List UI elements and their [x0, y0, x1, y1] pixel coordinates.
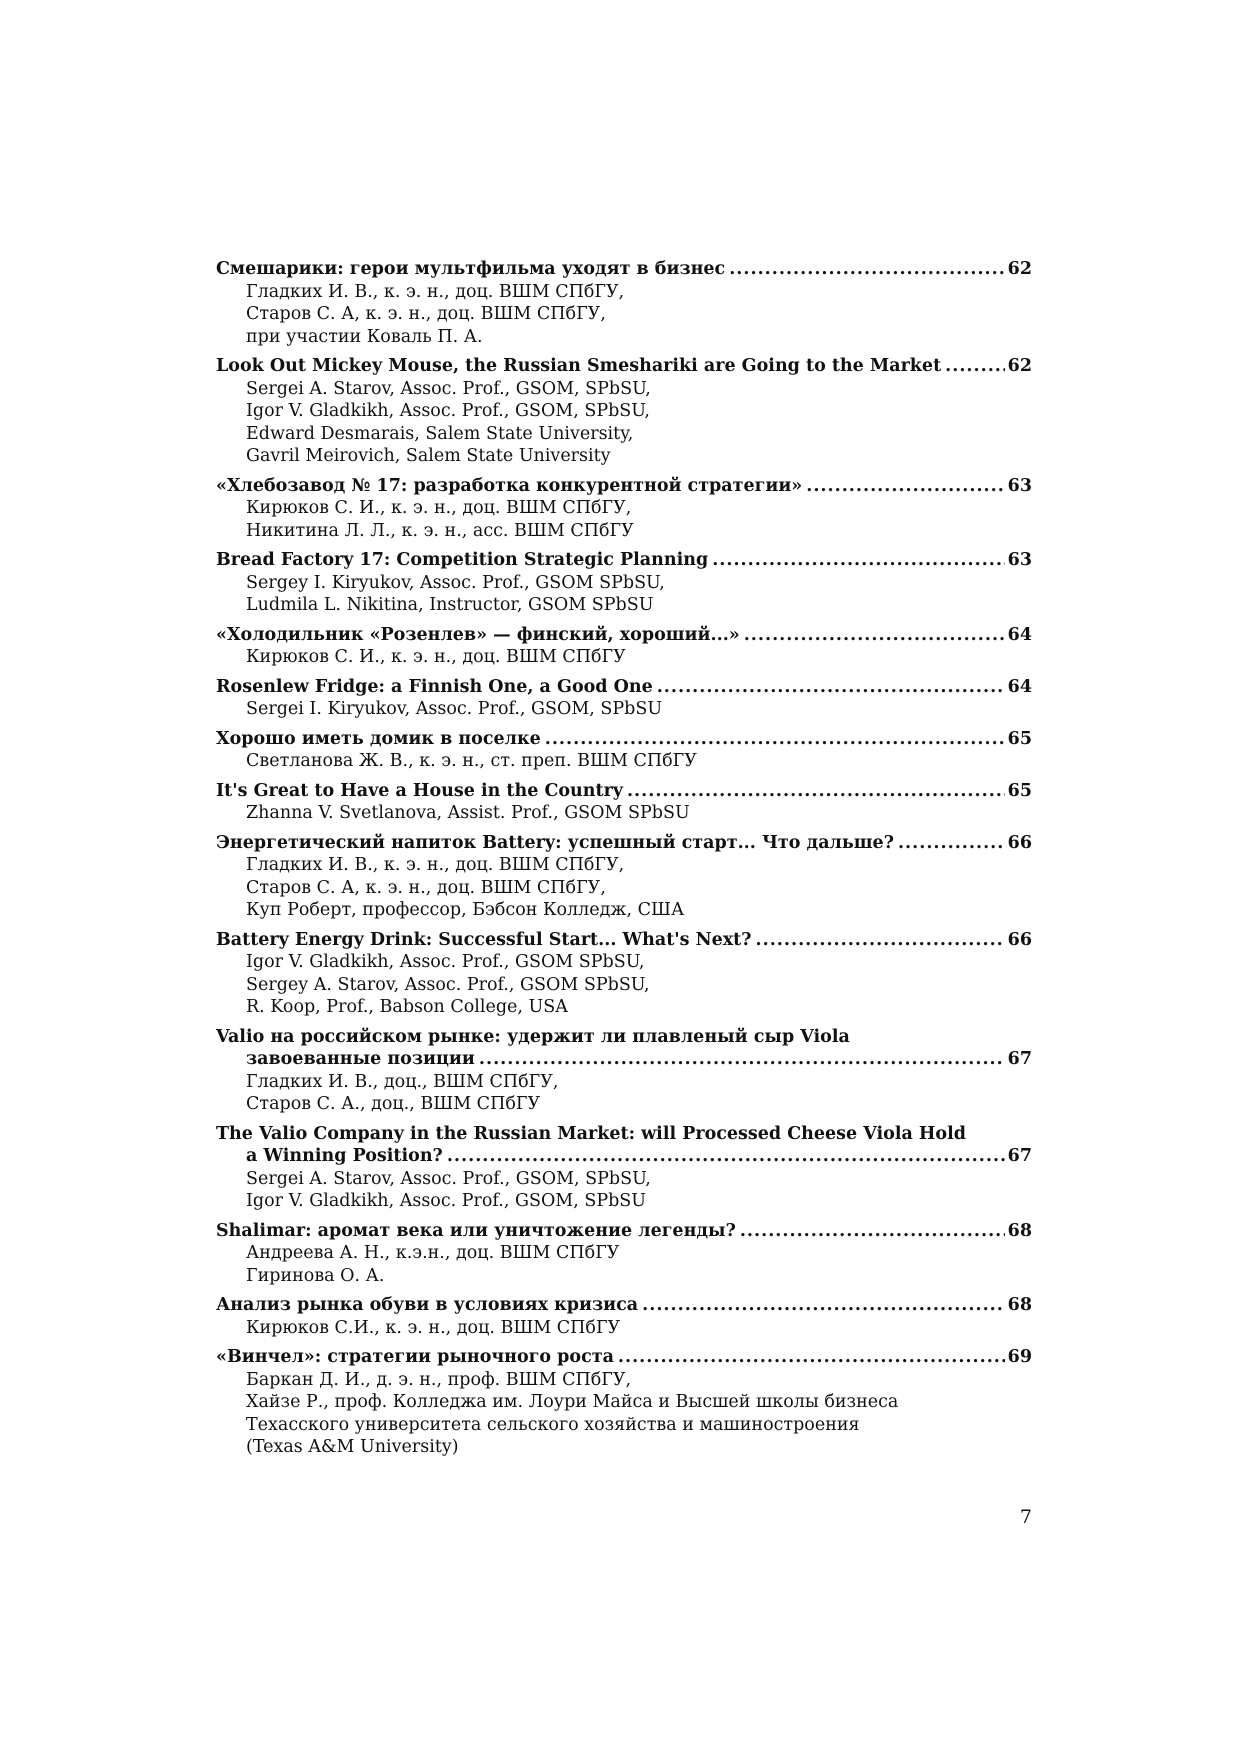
toc-entry: [216, 1123, 1032, 1213]
toc-entry-author: Кирюков С. И., к. э. н., доц. ВШМ СПбГУ,: [246, 498, 632, 518]
toc-entry-author: Edward Desmarais, Salem State University,: [246, 423, 634, 444]
toc-entry-title-row: [216, 780, 1032, 803]
toc-entry-title: It's Great to Have a House in the Country: [216, 780, 623, 801]
dot-leader: [729, 258, 1004, 281]
toc-entry-page: 67: [1007, 1146, 1032, 1166]
toc-entry-page: 67: [1007, 1049, 1032, 1069]
dot-leader: [627, 780, 1005, 803]
dot-leader: [447, 1145, 1005, 1168]
toc-entry: [216, 355, 1032, 468]
toc-entry-title-row: [216, 728, 1032, 751]
toc-entry-author: Zhanna V. Svetlanova, Assist. Prof., GSOM SPbSU: [246, 803, 690, 823]
dot-leader: [642, 1294, 1005, 1317]
page-number: 7: [1019, 1506, 1032, 1528]
toc-entry-title-line: Valio на российском рынке: удержит ли плавленый сыр Viola: [216, 1026, 850, 1047]
toc-entry-author: (Texas A&M University): [246, 1437, 459, 1457]
toc-entry-title: Rosenlew Fridge: a Finnish One, a Good One: [216, 676, 653, 697]
toc-entry-author: Техасского университета сельского хозяйства и машиностроения: [246, 1414, 860, 1435]
toc-entry-author: Igor V. Gladkikh, Assoc. Prof., GSOM, SPbSU: [246, 1191, 647, 1211]
toc-entry-author: Гиринова О. А.: [246, 1265, 385, 1286]
dot-leader: [744, 624, 1005, 647]
toc-entry-page: 65: [1007, 780, 1032, 801]
toc-entry: [216, 624, 1032, 669]
toc-entry-author: при участии Коваль П. А.: [246, 326, 483, 347]
toc-entry-title: «Холодильник «Розенлев» — финский, хороший...»: [216, 624, 740, 645]
toc-entry: [216, 1026, 1032, 1116]
toc-entry-author: Sergey I. Kiryukov, Assoc. Prof., GSOM SPbSU,: [246, 572, 665, 593]
toc-entry: [216, 929, 1032, 1019]
toc-entry-author: Старов С. А, к. э. н., доц. ВШМ СПбГУ,: [246, 877, 606, 898]
toc-entry-title-row: [216, 832, 1032, 855]
toc-entry-page: 64: [1007, 624, 1032, 645]
toc-entry-title-row: [216, 258, 1032, 281]
dot-leader: [712, 549, 1004, 572]
toc-entry-author: Гладких И. В., доц., ВШМ СПбГУ,: [246, 1071, 559, 1092]
toc-entry-author: Куп Роберт, профессор, Бэбсон Колледж, США: [246, 900, 685, 920]
toc-entry-title-row: [216, 676, 1032, 699]
toc-entry: [216, 780, 1032, 825]
toc-entry-title-row: [216, 1220, 1032, 1243]
toc-entry-page: 68: [1007, 1220, 1032, 1241]
toc-entry-author: Старов С. А., доц., ВШМ СПбГУ: [246, 1094, 541, 1114]
toc-entry-title: Look Out Mickey Mouse, the Russian Smeshariki are Going to the Market: [216, 356, 942, 376]
toc-entry: [216, 676, 1032, 721]
toc-entry-page: 66: [1007, 832, 1032, 853]
toc-entry-page: 68: [1007, 1295, 1032, 1315]
toc-entry-title: Анализ рынка обуви в условиях кризиса: [216, 1295, 639, 1315]
toc-entry-author: Igor V. Gladkikh, Assoc. Prof., GSOM, SPbSU,: [246, 401, 650, 421]
toc-entry-author: Никитина Л. Л., к. э. н., асс. ВШМ СПбГУ: [246, 520, 634, 541]
toc-entry-title-row: [216, 1048, 1032, 1071]
dot-leader: [945, 355, 1004, 378]
toc-entry-title-row: [216, 624, 1032, 647]
toc-entry-author: Старов С. А, к. э. н., доц. ВШМ СПбГУ,: [246, 304, 606, 324]
toc-entry-page: 62: [1007, 259, 1032, 279]
toc-entry-author: Светланова Ж. В., к. э. н., ст. преп. ВШМ СПбГУ: [246, 751, 697, 771]
toc-entry-author: Баркан Д. И., д. э. н., проф. ВШМ СПбГУ,: [246, 1369, 632, 1390]
toc-entry-title-row: [216, 1294, 1032, 1317]
toc-entry-author: Sergei A. Starov, Assoc. Prof., GSOM, SPbSU,: [246, 378, 651, 399]
toc-entry-page: 62: [1007, 356, 1032, 376]
toc-entry-title-line: The Valio Company in the Russian Market: will Processed Cheese Viola Hold: [216, 1123, 966, 1144]
toc-entry-title-row: [216, 549, 1032, 572]
toc-entry-author: Sergei I. Kiryukov, Assoc. Prof., GSOM, SPbSU: [246, 699, 663, 719]
toc-entry-author: Sergey A. Starov, Assoc. Prof., GSOM SPbSU,: [246, 974, 650, 995]
toc-entry-page: 65: [1007, 728, 1032, 749]
toc-entry-title-row: [216, 355, 1032, 378]
toc-entry-author: Ludmila L. Nikitina, Instructor, GSOM SPbSU: [246, 595, 654, 615]
dot-leader: [806, 475, 1004, 498]
toc-entry-title-row: [216, 475, 1032, 498]
toc-entry-title: a Winning Position?: [246, 1146, 443, 1166]
toc-entry-author: Кирюков С. И., к. э. н., доц. ВШМ СПбГУ: [246, 647, 626, 667]
toc-entry-title-row: [216, 1346, 1032, 1369]
toc-entry-author: R. Koop, Prof., Babson College, USA: [246, 997, 568, 1017]
toc-entry-title: Bread Factory 17: Competition Strategic Planning: [216, 550, 709, 570]
toc-entry-title: Смешарики: герои мультфильма уходят в бизнес: [216, 259, 726, 279]
toc-entry-title: «Хлебозавод № 17: разработка конкурентной стратегии»: [216, 475, 803, 496]
dot-leader: [756, 929, 1005, 952]
toc-entry-author: Андреева А. Н., к.э.н., доц. ВШМ СПбГУ: [246, 1243, 620, 1263]
toc-entry-title: «Винчел»: стратегии рыночного роста: [216, 1347, 614, 1367]
toc-entry: [216, 832, 1032, 922]
dot-leader: [657, 676, 1005, 699]
toc-entry-page: 64: [1007, 676, 1032, 697]
toc-entry-title: Battery Energy Drink: Successful Start... What's Next?: [216, 929, 752, 950]
toc-entry: [216, 1294, 1032, 1339]
dot-leader: [740, 1220, 1005, 1243]
toc-entry-author: Кирюков С.И., к. э. н., доц. ВШМ СПбГУ: [246, 1317, 621, 1338]
toc-entry-page: 69: [1007, 1347, 1032, 1367]
toc-entry-author: Хайзе Р., проф. Колледжа им. Лоури Майса и Высшей школы бизнеса: [246, 1392, 899, 1412]
toc-entry-title-row: [216, 1145, 1032, 1168]
toc-entry-title: Shalimar: аромат века или уничтожение легенды?: [216, 1220, 736, 1241]
toc-entry: [216, 1346, 1032, 1459]
toc-entry-page: 63: [1007, 550, 1032, 570]
toc-entry: [216, 258, 1032, 348]
toc-entry-author: Гладких И. В., к. э. н., доц. ВШМ СПбГУ,: [246, 281, 625, 302]
dot-leader: [545, 728, 1005, 751]
toc-entry: [216, 728, 1032, 773]
toc-entry-page: 66: [1007, 929, 1032, 950]
dot-leader: [898, 832, 1005, 855]
dot-leader: [479, 1048, 1005, 1071]
toc-entry: [216, 475, 1032, 543]
table-of-contents: [216, 258, 1032, 1466]
toc-entry-title: Энергетический напиток Battery: успешный старт... Что дальше?: [216, 832, 894, 853]
toc-entry-page: 63: [1007, 475, 1032, 496]
dot-leader: [618, 1346, 1005, 1369]
toc-entry: [216, 1220, 1032, 1288]
toc-entry-author: Sergei A. Starov, Assoc. Prof., GSOM, SPbSU,: [246, 1168, 651, 1189]
toc-entry-author: Igor V. Gladkikh, Assoc. Prof., GSOM SPbSU,: [246, 952, 645, 972]
toc-entry-author: Гладких И. В., к. э. н., доц. ВШМ СПбГУ,: [246, 855, 625, 875]
toc-entry: [216, 549, 1032, 617]
toc-entry-title: завоеванные позиции: [246, 1049, 475, 1069]
toc-entry-title: Хорошо иметь домик в поселке: [216, 728, 541, 749]
toc-entry-title-row: [216, 929, 1032, 952]
toc-entry-author: Gavril Meirovich, Salem State University: [246, 446, 611, 466]
